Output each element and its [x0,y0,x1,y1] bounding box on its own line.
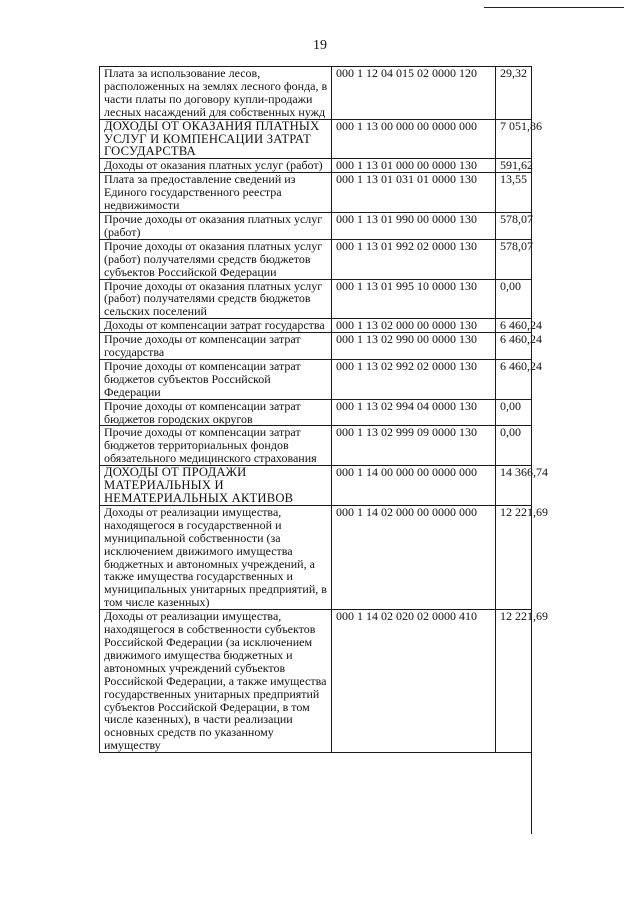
revenue-name-cell: Доходы от компенсации затрат государства [100,319,332,333]
amount-cell: 0,00 [496,399,532,426]
budget-code-cell: 000 1 14 02 020 02 0000 410 [332,610,496,753]
revenue-name-cell: Прочие доходы от компенсации затрат бюджетов территориальных фондов обязательного медицинского страхования [100,426,332,466]
table-row [100,359,532,399]
revenue-name-cell: ДОХОДЫ ОТ ОКАЗАНИЯ ПЛАТНЫХ УСЛУГ И КОМПЕНСАЦИИ ЗАТРАТ ГОСУДАРСТВА [100,119,332,159]
revenue-name-cell: Плата за предоставление сведений из Единого государственного реестра недвижимости [100,173,332,213]
budget-code-cell: 000 1 14 02 000 00 0000 000 [332,505,496,609]
revenue-name-cell: Прочие доходы от оказания платных услуг (работ) получателями средств бюджетов субъектов Российской Федерации [100,239,332,279]
amount-cell: 6 460,24 [496,333,532,360]
table-row [100,239,532,279]
table-row [100,399,532,426]
budget-code-cell: 000 1 13 02 999 09 0000 130 [332,426,496,466]
table-row [100,319,532,333]
table-row [100,119,532,159]
amount-cell: 578,07 [496,239,532,279]
amount-cell: 13,55 [496,173,532,213]
amount-cell: 578,07 [496,212,532,239]
budget-code-cell: 000 1 13 02 000 00 0000 130 [332,319,496,333]
revenue-name-cell: Доходы от оказания платных услуг (работ) [100,159,332,173]
amount-cell: 12 221,69 [496,505,532,609]
table-row [100,212,532,239]
table-row [100,67,532,120]
table-row [100,466,532,506]
table-row [100,159,532,173]
page-number: 19 [313,38,327,53]
revenue-name-cell: Прочие доходы от компенсации затрат бюджетов субъектов Российской Федерации [100,359,332,399]
budget-code-cell: 000 1 13 02 994 04 0000 130 [332,399,496,426]
budget-code-cell: 000 1 13 02 990 00 0000 130 [332,333,496,360]
revenue-table-body [100,66,548,753]
budget-code-cell: 000 1 13 01 000 00 0000 130 [332,159,496,173]
amount-cell: 7 051,86 [496,119,532,159]
table-right-edge [531,66,532,834]
amount-cell: 6 460,24 [496,359,532,399]
amount-cell: 14 366,74 [496,466,532,506]
amount-cell: 12 221,69 [496,610,532,753]
revenue-name-cell: Плата за использование лесов, расположенных на землях лесного фонда, в части платы по договору купли-продажи лесных насаждений для собственных нужд [100,67,332,120]
budget-code-cell: 000 1 13 02 992 02 0000 130 [332,359,496,399]
table-row [100,279,532,319]
revenue-name-cell: ДОХОДЫ ОТ ПРОДАЖИ МАТЕРИАЛЬНЫХ И НЕМАТЕРИАЛЬНЫХ АКТИВОВ [100,466,332,506]
table-row [100,505,532,609]
revenue-name-cell: Прочие доходы от оказания платных услуг (работ) [100,212,332,239]
table-row [100,173,532,213]
amount-cell: 0,00 [496,279,532,319]
amount-cell: 591,62 [496,159,532,173]
budget-code-cell: 000 1 13 01 990 00 0000 130 [332,212,496,239]
table-row [100,426,532,466]
table-row [100,610,532,753]
budget-code-cell: 000 1 14 00 000 00 0000 000 [332,466,496,506]
amount-cell: 6 460,24 [496,319,532,333]
budget-code-cell: 000 1 13 00 000 00 0000 000 [332,119,496,159]
revenue-table [99,66,548,753]
budget-code-cell: 000 1 13 01 992 02 0000 130 [332,239,496,279]
revenue-name-cell: Прочие доходы от компенсации затрат бюджетов городских округов [100,399,332,426]
amount-cell: 29,32 [496,67,532,120]
amount-cell: 0,00 [496,426,532,466]
budget-code-cell: 000 1 13 01 031 01 0000 130 [332,173,496,213]
header-rule [484,7,624,8]
budget-code-cell: 000 1 12 04 015 02 0000 120 [332,67,496,120]
revenue-name-cell: Доходы от реализации имущества, находящегося в собственности субъектов Российской Федерации (за исключением движимого имущества бюджетных и автономных учреждений субъектов Российской Федерации, а также имущества государственных унитарных предприятий субъектов Российской Федерации, в том числе казенных), в части реализации основных средств по указанному имуществу [100,610,332,753]
revenue-name-cell: Доходы от реализации имущества, находящегося в государственной и муниципальной собственности (за исключением движимого имущества бюджетных и автономных учреждений, а также имущества государственных и муниципальных унитарных предприятий, в том числе казенных) [100,505,332,609]
budget-code-cell: 000 1 13 01 995 10 0000 130 [332,279,496,319]
revenue-name-cell: Прочие доходы от компенсации затрат государства [100,333,332,360]
revenue-name-cell: Прочие доходы от оказания платных услуг (работ) получателями средств бюджетов сельских поселений [100,279,332,319]
table-row [100,333,532,360]
